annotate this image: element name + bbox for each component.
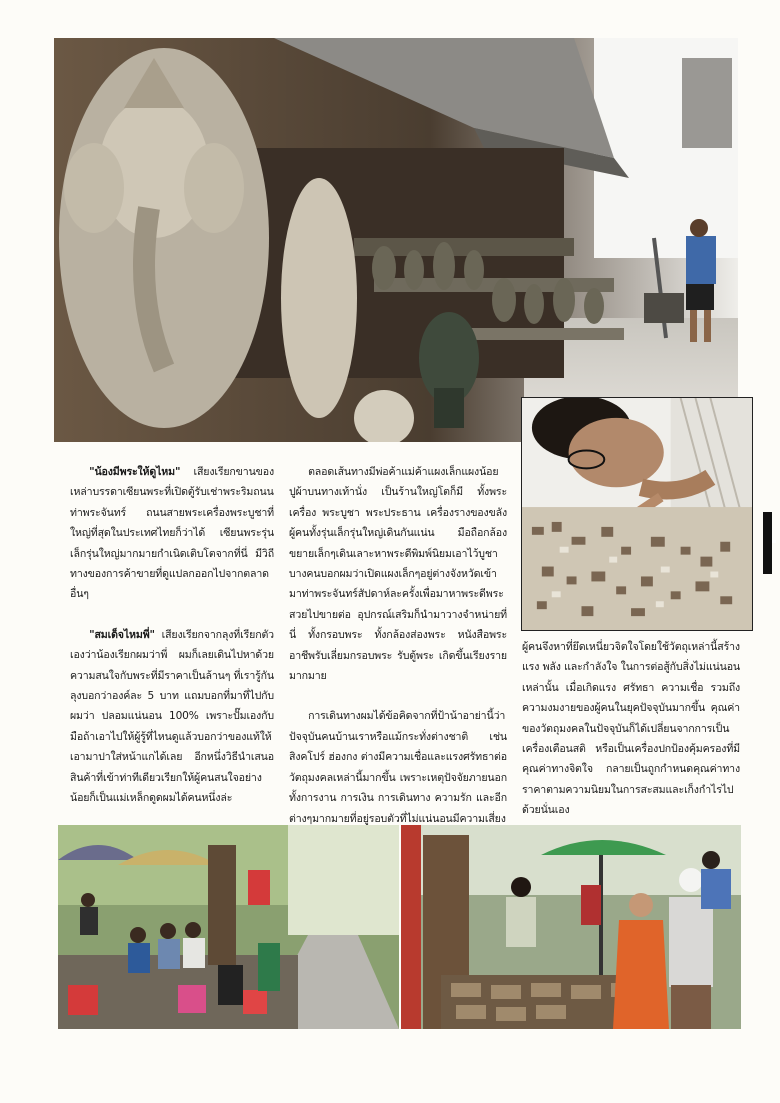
paragraph: ตลอดเส้นทางมีพ่อค้าแม่ค้าแผงเล็กแผงน้อย ปูผ้าบนทางเท้านั่ง เป็นร้านใหญ่โตก็มี ทั้งพระเครื่อง พระบูชา พระประธาน เครื่องรางของขลังผู้คนทั้งรุ่นเล็กรุ่นใหญ่เดินกันแน่น มือถือกล้องขยายเล็กๆเดินเลาะหาพระดีพิมพ์นิยมเอาไว้บูชาบางคนบอกผมว่าเปิดแผงเล็กๆอยู่ต่างจังหวัดเข้ามาท่าพระจันทร์สัปดาห์ละครั้งเพื่อมาหาพระดีพระสวยไปขายต่อ อุปกรณ์เสริมก็นำมาวางจำหน่ายที่นี่ ทั้งกรอบพระ ทั้งกล้องส่องพระ หนังสือพระ อาชีพรับเลี่ยมกรอบพระ รับตู้พระ เกิดขึ้นเรียงรายมากมาย [289,466,507,683]
paragraph-text: เสียงเรียกขานของเหล่าบรรดาเซียนพระที่เปิดตู้รับเช่าพระริมถนนท่าพระจันทร์ ถนนสายพระเครื่องพระบูชาที่ใหญ่ที่สุดในประเทศไทยก็ว่าได้ เซียนพระรุ่นเล็กรุ่นใหญ่มากมายกำเนิดเติบโตจากที่นี่ มีวิถีทางของการค้าขายที่ดูแปลกออกไปจากตลาดอื่นๆ [70,466,274,601]
quote-lead: "สมเด็จไหมพี่" [89,628,155,641]
paragraph-text: เสียงเรียกจากลุงที่เรียกตัวเองว่าน้องเรียกผมว่าพี่ ผมก็เลยเดินไปหาด้วยความสนใจกับพระที่มีราคาเป็นล้านๆ ที่เรารู้กัน ลุงบอกว่าองค์ละ 5 บาท แถมบอกที่มาที่ไปกับผมว่า ปลอมแน่นอน 100% เพราะปั๊มเองกับมือถ้าเอาไปให้ผู้รู้ที่ไหนดูแล้วบอกว่าของแท้ให้เอามาปาใส่หน้าแกได้เลย อีกหนึ่งวิธีนำเสนอสินค้าที่เข้าท่าทีเดียวเรียกให้ผู้คนสนใจอย่างน้อยก็เป็นแม่เหล็กดูดผมได้คนหนึ่งล่ะ [70,628,275,805]
article-column-1 [70,462,274,809]
article-column-3 [522,637,740,821]
amulet-stall-photo [401,825,741,1029]
quote-lead: "น้องมีพระให้ดูไหม" [89,466,181,478]
paragraph: ผู้คนจึงหาที่ยึดเหนี่ยวจิตใจโดยใช้วัตถุเหล่านี้สร้างแรง พลัง และกำลังใจ ในการต่อสู้กับสิ่งไม่แน่นอนเหล่านั้น เมื่อเกิดแรง ศรัทธา ความเชื่อ รวมถึงความงมงายของผู้คนในยุคปัจจุบันมากขึ้น คุณค่าของวัตถุมงคลในปัจจุบันก็ได้เปลี่ยนจากการเป็นเครื่องเตือนสติ หรือเป็นเครื่องปกป้องคุ้มครองที่มีคุณค่าทางจิตใจ กลายเป็นถูกกำหนดคุณค่าทางราคาตามความนิยมในการสะสมและเก็งกำไรไปด้วยนั่นเอง [522,641,740,817]
article-column-2 [289,462,507,829]
street-market-photo [58,825,399,1029]
main-shop-photo [54,38,738,442]
page-edge-mark [772,540,776,543]
paragraph [70,625,274,809]
page-edge-tab [763,512,772,574]
amulet-inspection-photo [521,397,753,631]
paragraph: การเดินทางผมได้ข้อคิดจากที่ป้าน้าอาย่านี้ว่าปัจจุบันคนบ้านเราหรือแม้กระทั่งต่างชาติ เช่น สิงคโปร์ ฮ่องกง ต่างมีความเชื่อและแรงศรัทธาต่อวัตถุมงคลเหล่านี้มากขึ้น เพราะเหตุปัจจัยภายนอกทั้งการงาน การเงิน การเดินทาง ความรัก และอีกต่างๆมากมายที่อยู่รอบตัวที่ไม่แน่นอนมีความเสี่ยง [289,710,507,825]
paragraph [70,462,274,605]
